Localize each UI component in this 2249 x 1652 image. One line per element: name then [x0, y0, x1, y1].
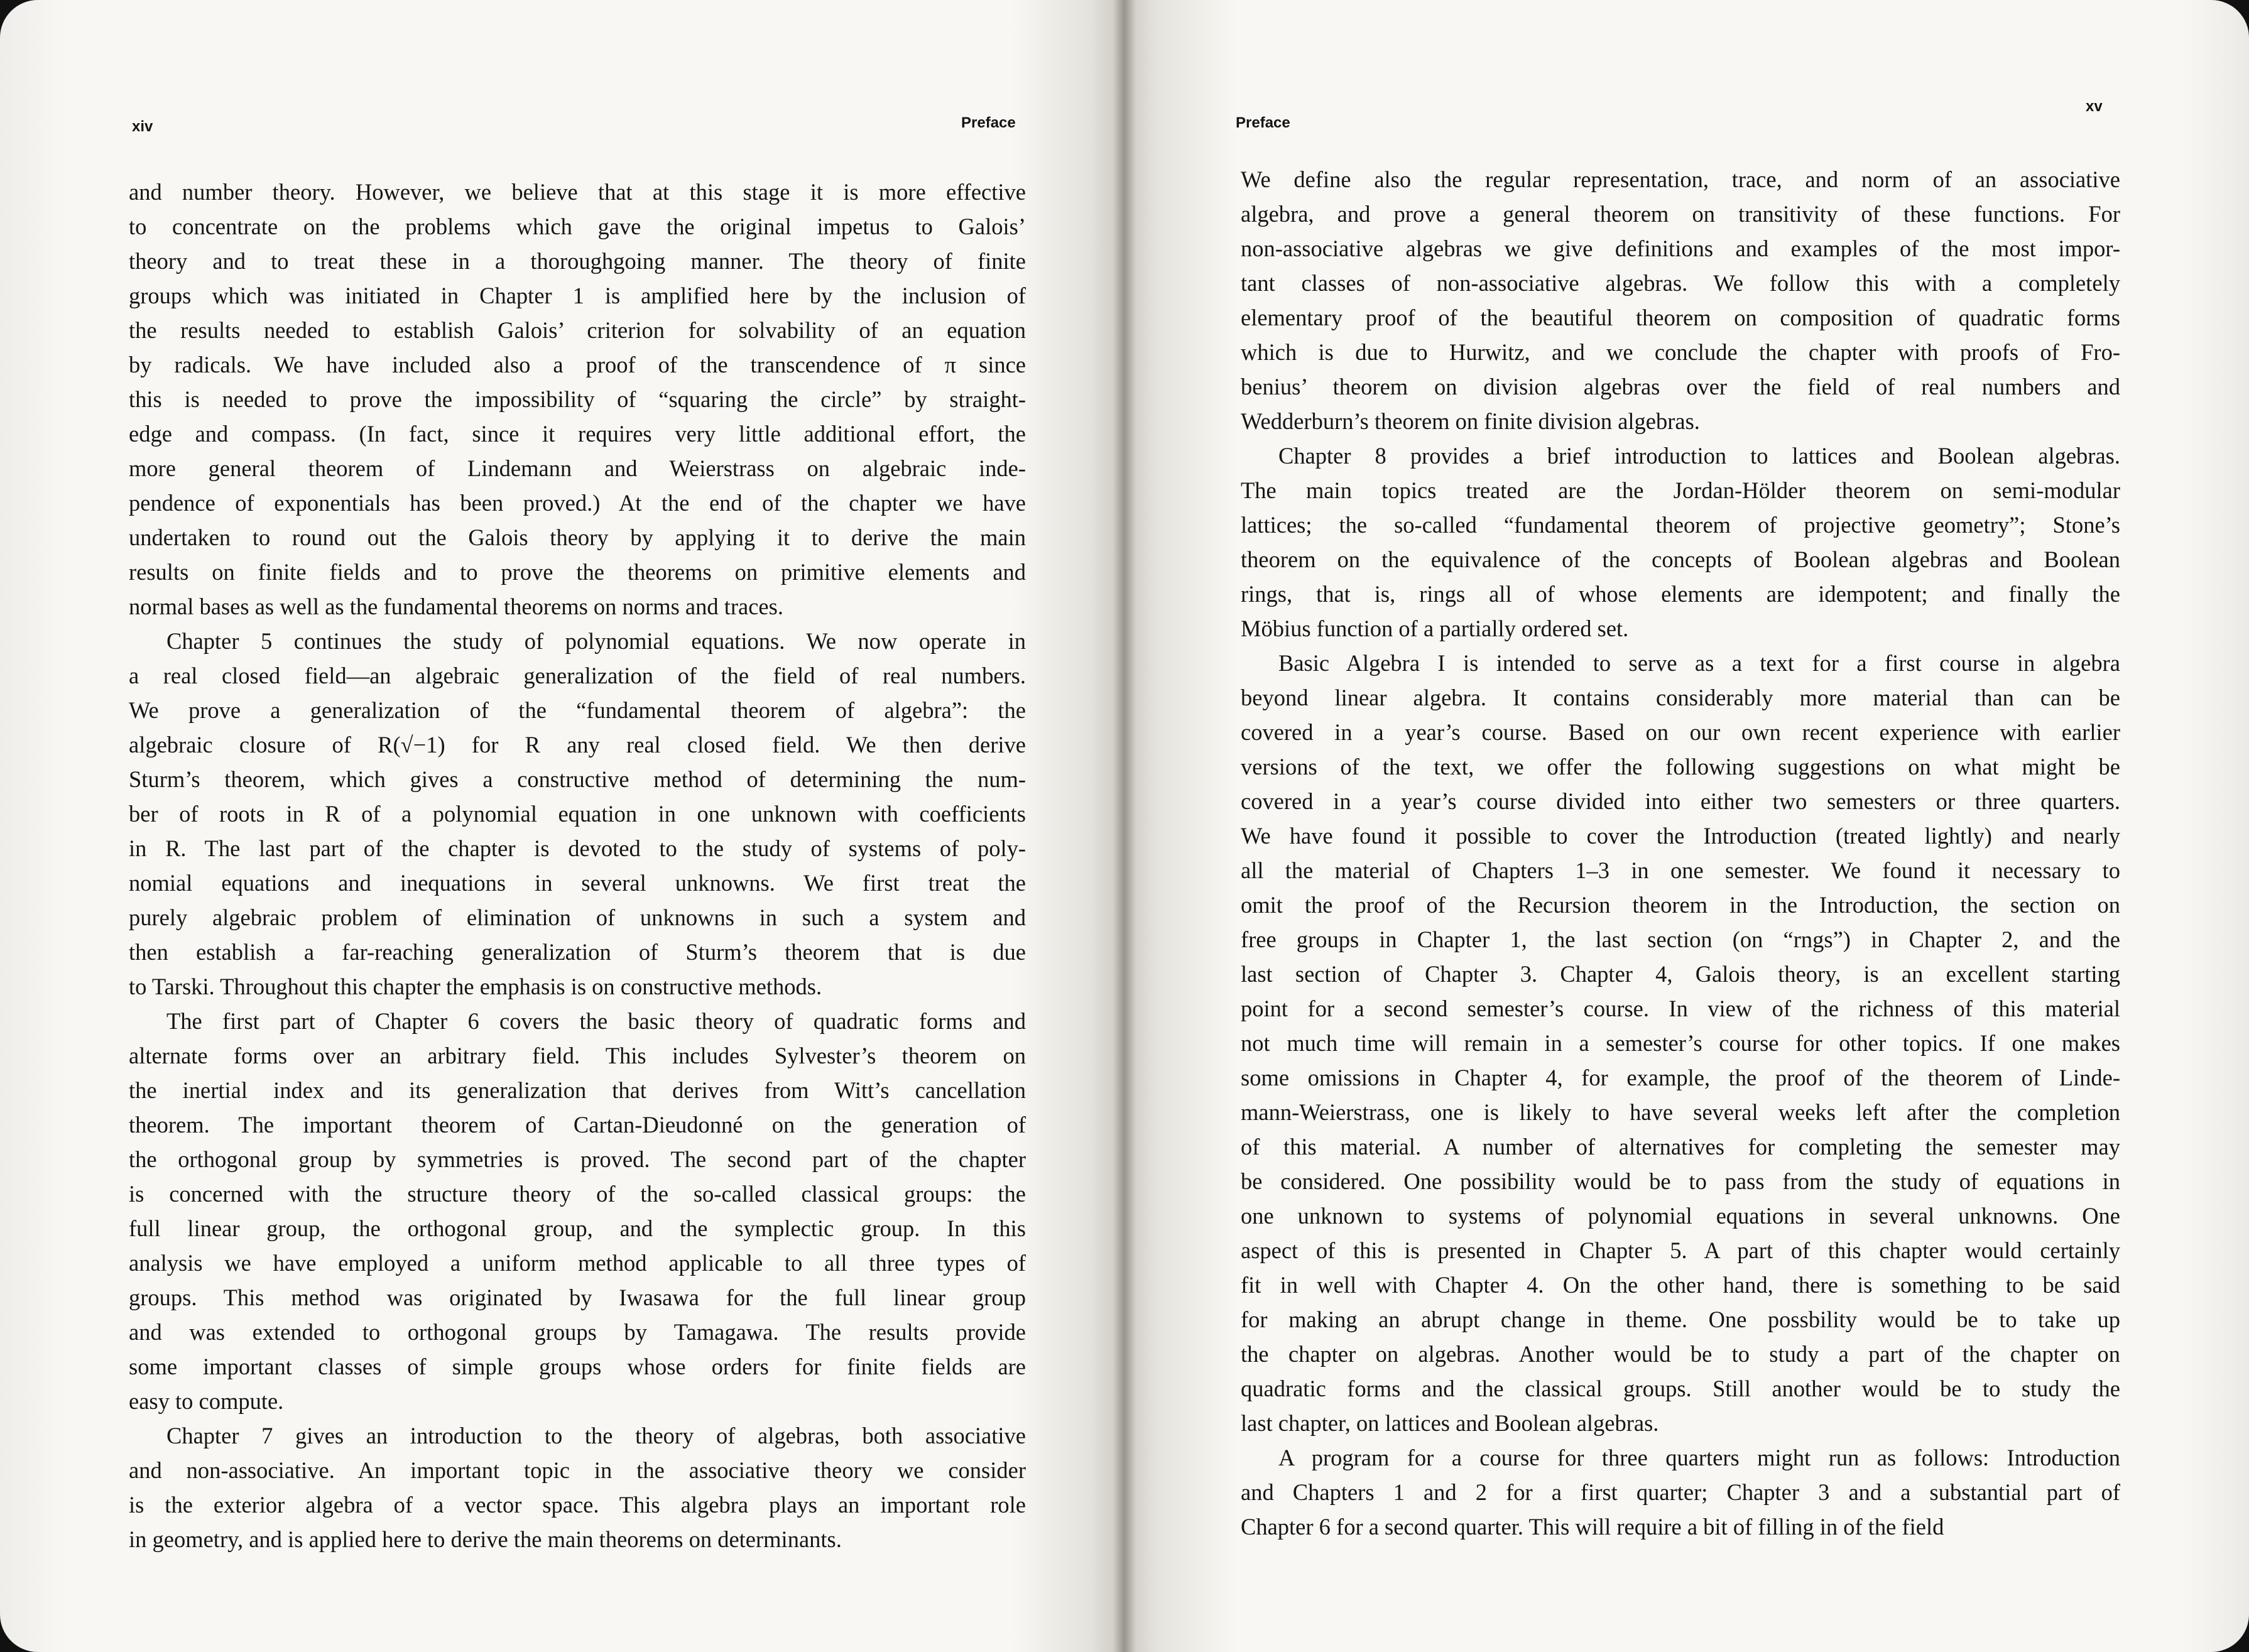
paragraph: [1241, 646, 2120, 1440]
text-line: groups. This method was originated by Iwasawa for the full linear group: [129, 1285, 1026, 1310]
text-line: results on finite fields and to prove the theorems on primitive elements and: [129, 559, 1026, 585]
text-line: quadratic forms and the classical groups. Still another would be to study the: [1241, 1376, 2120, 1401]
left-running-head: Preface: [961, 114, 1016, 131]
text-line: this is needed to prove the impossibility of “squaring the circle” by straight-: [129, 386, 1026, 412]
text-line: full linear group, the orthogonal group, and the symplectic group. In this: [129, 1215, 1026, 1241]
text-line: one unknown to systems of polynomial equations in several unknowns. One: [1241, 1203, 2120, 1229]
paragraph: [129, 624, 1026, 1004]
text-line: the results needed to establish Galois’ criterion for solvability of an equation: [129, 317, 1026, 343]
paragraph: [129, 1418, 1026, 1557]
text-line: We define also the regular representation, trace, and norm of an associative: [1241, 166, 2120, 192]
right-page-body: [1241, 162, 2120, 1544]
text-line: nomial equations and inequations in several unknowns. We first treat the: [129, 870, 1026, 896]
paragraph: [1241, 1440, 2120, 1544]
text-line: the chapter on algebras. Another would be to study a part of the chapter on: [1241, 1341, 2120, 1367]
text-line: be considered. One possibility would be to pass from the study of equations in: [1241, 1168, 2120, 1194]
text-line: and Chapters 1 and 2 for a first quarter; Chapter 3 and a substantial part of: [1241, 1479, 2120, 1505]
right-page-number: xv: [2086, 98, 2103, 115]
text-line: benius’ theorem on division algebras over the field of real numbers and: [1241, 374, 2120, 399]
text-line: We have found it possible to cover the Introduction (treated lightly) and nearly: [1241, 823, 2120, 849]
paragraph: [1241, 438, 2120, 646]
text-line: theorem on the equivalence of the concepts of Boolean algebras and Boolean: [1241, 546, 2120, 572]
text-line: Basic Algebra I is intended to serve as a text for a first course in algebra: [1278, 650, 2120, 676]
text-line: aspect of this is presented in Chapter 5. A part of this chapter would certainly: [1241, 1237, 2120, 1263]
paragraph: [1241, 162, 2120, 438]
text-line: last chapter, on lattices and Boolean algebras.: [1241, 1410, 1659, 1436]
paragraph: [129, 175, 1026, 624]
text-line: A program for a course for three quarters might run as follows: Introduction: [1278, 1445, 2120, 1470]
text-line: Möbius function of a partially ordered set.: [1241, 616, 1629, 641]
text-line: pendence of exponentials has been proved.) At the end of the chapter we have: [129, 490, 1026, 516]
text-line: easy to compute.: [129, 1388, 284, 1414]
text-line: Sturm’s theorem, which gives a constructive method of determining the num-: [129, 766, 1026, 792]
text-line: lattices; the so-called “fundamental theorem of projective geometry”; Stone’s: [1241, 512, 2120, 538]
text-line: the orthogonal group by symmetries is proved. The second part of the chapter: [129, 1146, 1026, 1172]
text-line: by radicals. We have included also a proof of the transcendence of π since: [129, 352, 1026, 378]
text-line: mann-Weierstrass, one is likely to have several weeks left after the completion: [1241, 1099, 2120, 1125]
text-line: rings, that is, rings all of whose elements are idempotent; and finally the: [1241, 581, 2120, 607]
text-line: theory and to treat these in a thoroughgoing manner. The theory of finite: [129, 248, 1026, 274]
text-line: in R. The last part of the chapter is devoted to the study of systems of poly-: [129, 835, 1026, 861]
text-line: non-associative algebras we give definitions and examples of the most impor-: [1241, 236, 2120, 261]
text-line: then establish a far-reaching generalization of Sturm’s theorem that is due: [129, 939, 1026, 965]
text-line: covered in a year’s course. Based on our own recent experience with earlier: [1241, 719, 2120, 745]
text-line: ber of roots in R of a polynomial equation in one unknown with coefficients: [129, 801, 1026, 827]
text-line: a real closed field—an algebraic generalization of the field of real numbers.: [129, 663, 1026, 688]
text-line: to Tarski. Throughout this chapter the emphasis is on constructive methods.: [129, 974, 822, 999]
text-line: groups which was initiated in Chapter 1 is amplified here by the inclusion of: [129, 283, 1026, 308]
text-line: and was extended to orthogonal groups by Tamagawa. The results provide: [129, 1319, 1026, 1345]
text-line: Chapter 6 for a second quarter. This will require a bit of filling in of the field: [1241, 1514, 1944, 1540]
text-line: free groups in Chapter 1, the last section (on “rngs”) in Chapter 2, and the: [1241, 927, 2120, 952]
right-running-head: Preface: [1236, 114, 1290, 131]
text-line: The first part of Chapter 6 covers the basic theory of quadratic forms and: [166, 1008, 1026, 1034]
text-line: for making an abrupt change in theme. One possbility would be to take up: [1241, 1307, 2120, 1332]
text-line: and number theory. However, we believe that at this stage it is more effective: [129, 179, 1026, 205]
book-gutter: [1113, 0, 1136, 1652]
left-page-body: [129, 175, 1026, 1557]
text-line: tant classes of non-associative algebras. We follow this with a completely: [1241, 270, 2120, 296]
left-page: [0, 0, 1124, 1652]
text-line: analysis we have employed a uniform method applicable to all three types of: [129, 1250, 1026, 1276]
text-line: alternate forms over an arbitrary field. This includes Sylvester’s theorem on: [129, 1043, 1026, 1068]
text-line: We prove a generalization of the “fundamental theorem of algebra”: the: [129, 697, 1026, 723]
right-page: [1124, 0, 2249, 1652]
text-line: the inertial index and its generalization that derives from Witt’s cancellation: [129, 1077, 1026, 1103]
text-line: algebraic closure of R(√−1) for R any real closed field. We then derive: [129, 732, 1026, 758]
text-line: some important classes of simple groups whose orders for finite fields are: [129, 1354, 1026, 1379]
text-line: purely algebraic problem of elimination of unknowns in such a system and: [129, 905, 1026, 930]
text-line: and non-associative. An important topic in the associative theory we consider: [129, 1457, 1026, 1483]
text-line: normal bases as well as the fundamental theorems on norms and traces.: [129, 594, 783, 619]
text-line: theorem. The important theorem of Cartan-Dieudonné on the generation of: [129, 1112, 1026, 1138]
text-line: edge and compass. (In fact, since it requires very little additional effort, the: [129, 421, 1026, 447]
text-line: elementary proof of the beautiful theorem on composition of quadratic forms: [1241, 305, 2120, 330]
text-line: undertaken to round out the Galois theory by applying it to derive the main: [129, 524, 1026, 550]
text-line: some omissions in Chapter 4, for example, the proof of the theorem of Linde-: [1241, 1065, 2120, 1090]
text-line: is the exterior algebra of a vector space. This algebra plays an important role: [129, 1492, 1026, 1518]
text-line: to concentrate on the problems which gave the original impetus to Galois’: [129, 214, 1026, 239]
text-line: versions of the text, we offer the following suggestions on what might be: [1241, 754, 2120, 780]
text-line: beyond linear algebra. It contains considerably more material than can be: [1241, 685, 2120, 710]
text-line: fit in well with Chapter 4. On the other hand, there is something to be said: [1241, 1272, 2120, 1298]
left-page-number: xiv: [132, 118, 153, 135]
text-line: omit the proof of the Recursion theorem in the Introduction, the section on: [1241, 892, 2120, 918]
text-line: Chapter 5 continues the study of polynomial equations. We now operate in: [166, 628, 1026, 654]
text-line: in geometry, and is applied here to derive the main theorems on determinants.: [129, 1526, 842, 1552]
text-line: Wedderburn’s theorem on finite division algebras.: [1241, 408, 1700, 434]
text-line: more general theorem of Lindemann and Weierstrass on algebraic inde-: [129, 455, 1026, 481]
text-line: point for a second semester’s course. In view of the richness of this material: [1241, 996, 2120, 1021]
text-line: Chapter 8 provides a brief introduction to lattices and Boolean algebras.: [1278, 443, 2120, 469]
text-line: all the material of Chapters 1–3 in one semester. We found it necessary to: [1241, 857, 2120, 883]
text-line: of this material. A number of alternatives for completing the semester may: [1241, 1134, 2120, 1160]
text-line: last section of Chapter 3. Chapter 4, Galois theory, is an excellent starting: [1241, 961, 2120, 987]
text-line: algebra, and prove a general theorem on transitivity of these functions. For: [1241, 201, 2120, 227]
text-line: Chapter 7 gives an introduction to the theory of algebras, both associative: [166, 1423, 1026, 1448]
text-line: which is due to Hurwitz, and we conclude the chapter with proofs of Fro-: [1241, 339, 2120, 365]
paragraph: [129, 1004, 1026, 1418]
text-line: covered in a year’s course divided into either two semesters or three quarters.: [1241, 788, 2120, 814]
text-line: The main topics treated are the Jordan-Hölder theorem on semi-modular: [1241, 477, 2120, 503]
text-line: is concerned with the structure theory of the so-called classical groups: the: [129, 1181, 1026, 1207]
text-line: not much time will remain in a semester’s course for other topics. If one makes: [1241, 1030, 2120, 1056]
